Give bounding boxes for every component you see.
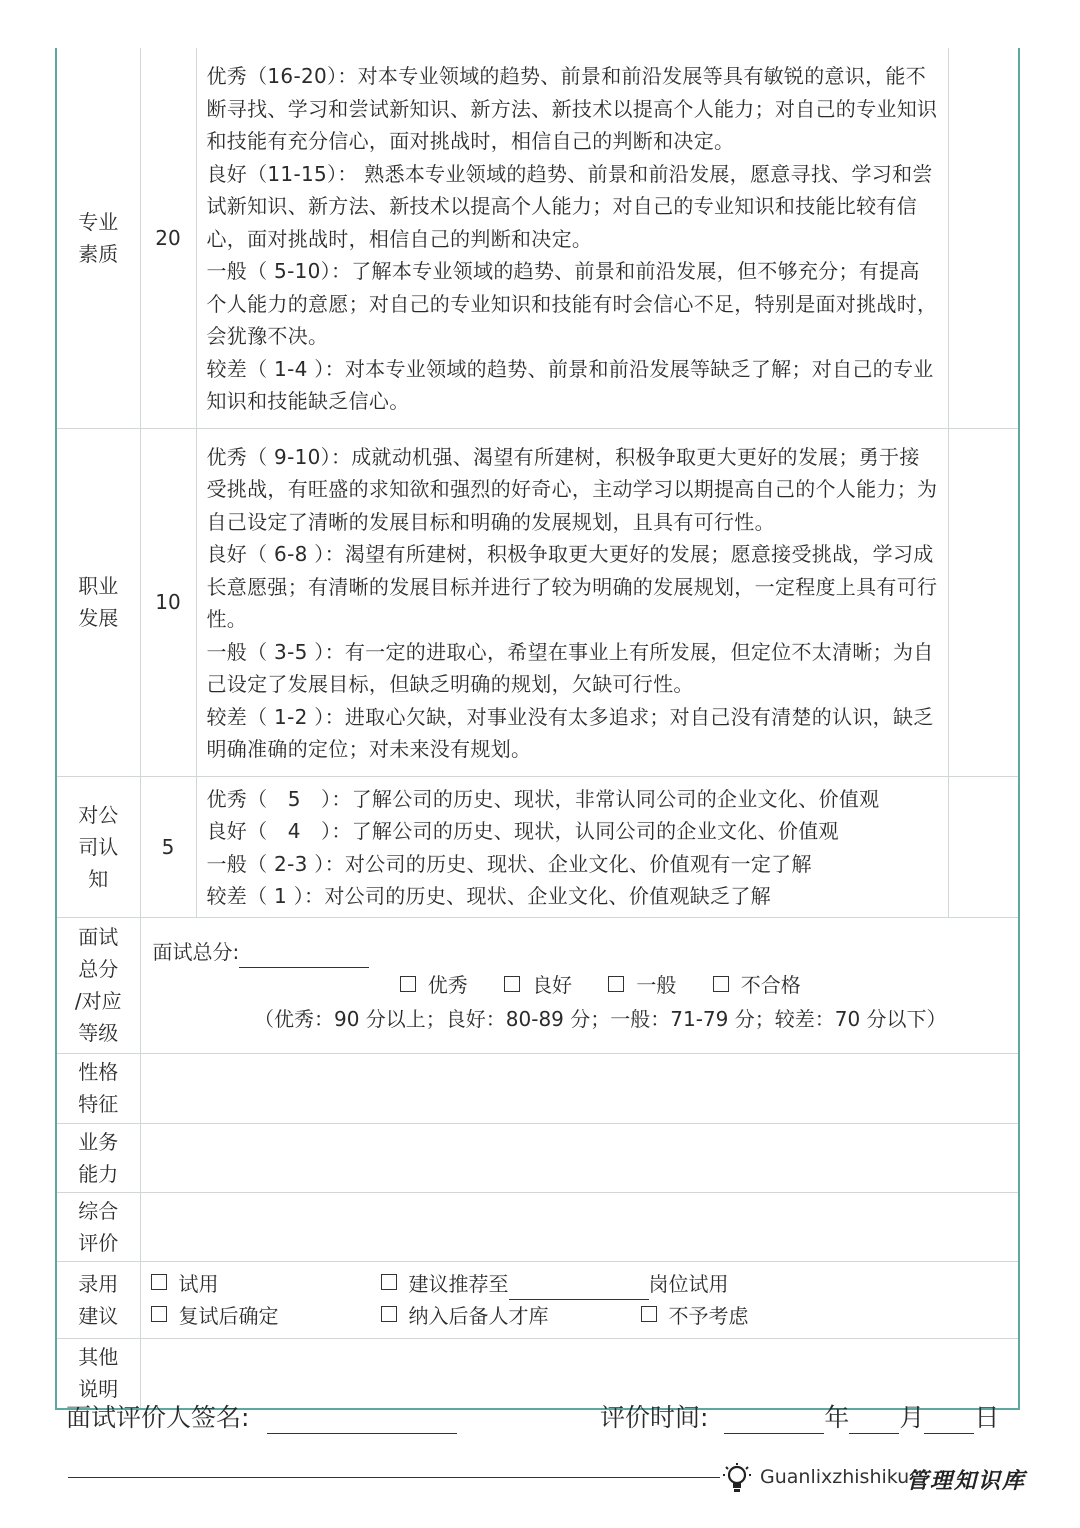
- checkbox-retest[interactable]: [151, 1306, 167, 1322]
- desc-career: [196, 428, 948, 776]
- label-overall: [56, 1192, 140, 1261]
- criteria-line: 良好（ 6-8 ）：渴望有所建树，积极争取更大更好的发展；愿意接受挑战，学习成长意愿强；有清晰的发展目标并进行了较为明确的发展规划，一定程度上具有可行性。: [206, 542, 938, 631]
- row-hire: [56, 1261, 1019, 1338]
- label-hire: [56, 1261, 140, 1338]
- score-entry-professional[interactable]: [948, 48, 1019, 428]
- score-career: 10: [140, 428, 196, 776]
- criteria-line: 优秀（ 5 ）：了解公司的历史、现状，非常认同公司的企业文化、价值观: [206, 786, 880, 811]
- label-hire-text: 录用 建议: [78, 1271, 119, 1328]
- criteria-line: 较差（ 1-4 ）：对本专业领域的趋势、前景和前沿发展等缺乏了解；对自己的专业知识和技能缺乏信心。: [206, 356, 934, 413]
- label-career-text: 职业 发展: [78, 574, 119, 630]
- row-career: [56, 428, 1019, 776]
- personality-field[interactable]: [140, 1053, 1019, 1123]
- criteria-line: 较差（ 1-2 ）：进取心欠缺，对事业没有太多追求；对自己没有清楚的认识，缺乏明确准确的定位；对未来没有规划。: [206, 704, 934, 761]
- checkbox-fail[interactable]: [713, 976, 729, 992]
- brand-name: Guanlixzhishiku: [760, 1466, 910, 1488]
- criteria-line: 良好（11-15）： 熟悉本专业领域的趋势、前景和前沿发展，愿意寻找、学习和尝试新知识、新方法、新技术以提高个人能力；对自己的专业知识和技能比较有信心，面对挑战时，相信自己的判断和决定。: [206, 161, 933, 251]
- label-total-text: 面试 总分 /对应 等级: [74, 925, 122, 1045]
- label-business-text: 业务 能力: [78, 1129, 119, 1186]
- checkbox-excellent[interactable]: [400, 976, 416, 992]
- label-other-text: 其他 说明: [78, 1345, 119, 1402]
- evaluation-time-label: 评价时间:: [600, 1403, 709, 1432]
- score-company: 5: [140, 776, 196, 917]
- row-personality: [56, 1053, 1019, 1123]
- label-personality: [56, 1053, 140, 1123]
- criteria-line: 一般（ 5-10）：了解本专业领域的趋势、前景和前沿发展，但不够充分；有提高个人能力的意愿；对自己的专业知识和技能有时会信心不足，特别是面对挑战时，会犹豫不决。: [206, 259, 938, 348]
- row-total: [56, 917, 1019, 1053]
- brand-logo-text: 管理知识库: [906, 1468, 1027, 1494]
- month-field[interactable]: [849, 1405, 899, 1434]
- grade-scale-note: （优秀：90 分以上；良好：80-89 分；一般：71-79 分；较差：70 分以下）: [253, 1007, 947, 1031]
- evaluator-signature-label: 面试评价人签名:: [66, 1403, 250, 1432]
- grade-option-label: 一般: [636, 973, 677, 997]
- label-total: [56, 917, 140, 1053]
- total-score-field[interactable]: [239, 943, 369, 968]
- label-company: [56, 776, 140, 917]
- signature-area: [66, 1398, 1040, 1438]
- label-company-text: 对公 司认 知: [78, 802, 119, 891]
- criteria-line: 良好（ 4 ）：了解公司的历史、现状，认同公司的企业文化、价值观: [206, 819, 839, 843]
- grade-option-label: 优秀: [427, 973, 468, 997]
- hire-option-label: 复试后确定: [178, 1303, 279, 1328]
- row-overall: [56, 1192, 1019, 1261]
- evaluation-table: [55, 48, 1020, 1410]
- lightbulb-icon: [722, 1462, 752, 1496]
- recommend-position-field[interactable]: [509, 1275, 649, 1300]
- label-professional-text: 专业 素质: [78, 209, 119, 266]
- criteria-line: 较差（ 1 ）：对公司的历史、现状、企业文化、价值观缺乏了解: [206, 884, 771, 908]
- grade-option-label: 不合格: [740, 973, 801, 997]
- desc-professional: [196, 48, 948, 428]
- checkbox-reserve[interactable]: [381, 1306, 397, 1322]
- total-score-label: 面试总分:: [152, 940, 240, 964]
- month-label: 月: [899, 1403, 925, 1432]
- business-field[interactable]: [140, 1123, 1019, 1192]
- score-entry-company[interactable]: [948, 776, 1019, 917]
- criteria-line: 一般（ 2-3 ）：对公司的历史、现状、企业文化、价值观有一定了解: [206, 851, 812, 876]
- hire-option-label: 岗位试用: [648, 1271, 729, 1296]
- hire-option-label: 不予考虑: [668, 1303, 749, 1328]
- checkbox-recommend[interactable]: [381, 1274, 397, 1290]
- row-company: [56, 776, 1019, 917]
- grade-option-label: 良好: [532, 973, 573, 997]
- hire-option-label: 试用: [178, 1271, 219, 1296]
- grade-options: [153, 968, 1009, 1002]
- overall-field[interactable]: [140, 1192, 1019, 1261]
- checkbox-good[interactable]: [504, 976, 520, 992]
- label-personality-text: 性格 特征: [78, 1060, 119, 1116]
- row-professional: [56, 48, 1019, 428]
- checkbox-reject[interactable]: [641, 1306, 657, 1322]
- year-label: 年: [824, 1403, 850, 1432]
- label-business: [56, 1123, 140, 1192]
- label-career: [56, 428, 140, 776]
- year-field[interactable]: [724, 1405, 824, 1434]
- hire-options: [140, 1261, 1019, 1338]
- checkbox-average[interactable]: [608, 976, 624, 992]
- hire-option-label: 纳入后备人才库: [408, 1303, 549, 1328]
- desc-company: [196, 776, 948, 917]
- label-professional: [56, 48, 140, 428]
- checkbox-trial[interactable]: [151, 1274, 167, 1290]
- day-label: 日: [974, 1403, 1000, 1432]
- total-cell: [140, 917, 1019, 1053]
- criteria-line: 一般（ 3-5 ）：有一定的进取心，希望在事业上有所发展，但定位不太清晰；为自己设定了发展目标，但缺乏明确的规划，欠缺可行性。: [206, 639, 934, 696]
- label-overall-text: 综合 评价: [78, 1198, 119, 1255]
- hire-option-label: 建议推荐至: [408, 1271, 509, 1296]
- day-field[interactable]: [924, 1405, 974, 1434]
- row-business: [56, 1123, 1019, 1192]
- evaluator-signature-field[interactable]: [267, 1405, 457, 1434]
- criteria-line: 优秀（16-20）：对本专业领域的趋势、前景和前沿发展等具有敏锐的意识，能不断寻找、学习和尝试新知识、新方法、新技术以提高个人能力；对自己的专业知识和技能有充分信心，面对挑战时，相信自己的判断和决定。: [206, 64, 938, 153]
- criteria-line: 优秀（ 9-10）：成就动机强、渴望有所建树，积极争取更大更好的发展；勇于接受挑战，有旺盛的求知欲和强烈的好奇心，主动学习以期提高自己的个人能力；为自己设定了清晰的发展目标和明确的发展规划，且具有可行性。: [206, 444, 938, 534]
- footer-divider: [68, 1477, 720, 1478]
- score-professional: 20: [140, 48, 196, 428]
- score-entry-career[interactable]: [948, 428, 1019, 776]
